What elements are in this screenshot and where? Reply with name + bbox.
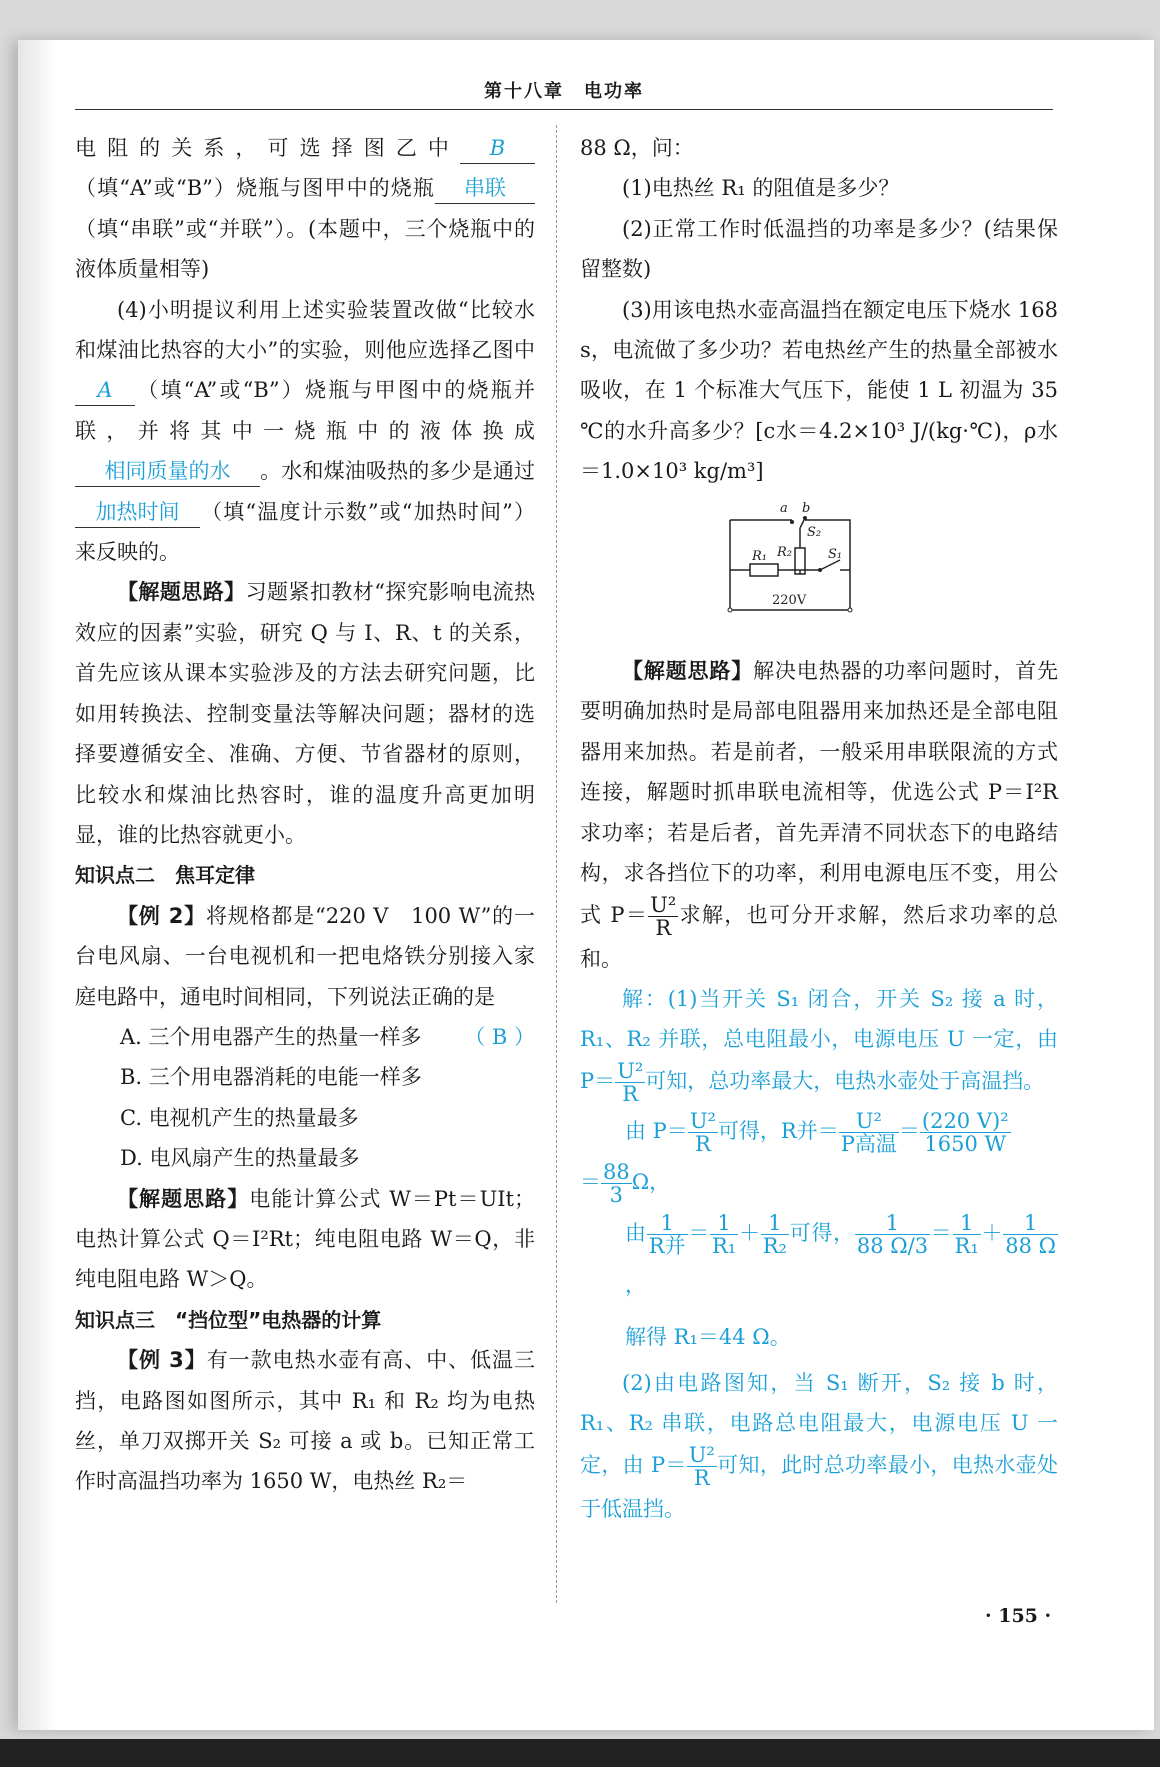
example-3: 【例 3】有一款电热水壶有高、中、低温三挡，电路图如图所示，其中 R₁ 和 R₂ 均为电热丝，单刀双掷开关 S₂ 可接 a 或 b。已知正常工作时高温挡功率为 1650 W，电热丝 R₂＝ [75, 1348, 535, 1494]
circuit-diagram [710, 498, 870, 628]
equation-2: ＝ $\frac{88}{3}$ Ω， [580, 1159, 671, 1207]
paragraph-q4: (4)小明提议利用上述实验装置改做“比较水和煤油比热容的大小”的实验，则他应选择乙图中A （填“A”或“B”）烧瓶与甲图中的烧瓶并联，并将其中一烧瓶中的液体换成相同质量的水 。水和煤油吸热的多少是通过加热时间 （填“温度计示数”或“加热时间”）来反映的。 [75, 297, 535, 565]
analysis-1: 【解题思路】习题紧扣教材“探究影响电流热效应的因素”实验，研究 Q 与 I、R、t 的关系，首先应该从课本实验涉及的方法去研究问题，比如用转换法、控制变量法等解决问题；器材的选择要遵循安全、准确、方便、节省器材的原则，比较水和煤油比热容时，谁的温度升高更加明显，谁的比热容就更小。 [75, 580, 535, 847]
answer-blank: A [75, 375, 135, 406]
fraction: $\frac{\text{U²}}{R}$ [617, 1058, 644, 1106]
option-d: D. 电风扇产生的热量最多 [120, 1146, 360, 1171]
solution-2: (2)由电路图知，当 S₁ 断开，S₂ 接 b 时，R₁、R₂ 串联，电路总电阻最大，电源电压 U 一定，由 P＝ $\frac{\text{U²}}{R}$ 可知，此时总功率最小，电热水壶处于低温挡。 [580, 1370, 1058, 1521]
section-heading-3: 知识点三 “挡位型”电热器的计算 [75, 1307, 382, 1332]
label-voltage: 220V [772, 592, 807, 608]
equation-4: 解得 R₁＝44 Ω。 [625, 1324, 791, 1349]
page-spine-shadow [18, 40, 58, 1730]
switch-s1-pivot [818, 568, 822, 572]
label-r2: R₂ [777, 544, 792, 560]
column-divider [556, 125, 557, 1603]
terminal-b [803, 516, 807, 520]
option-c: C. 电视机产生的热量最多 [120, 1105, 359, 1130]
answer-blank: B [460, 133, 535, 164]
left-column [75, 128, 535, 1502]
question-2: (2)正常工作时低温挡的功率是多少？(结果保留整数) [580, 216, 1058, 282]
example-2: 【例 2】将规格都是“220 V 100 W”的一台电风扇、一台电视机和一把电烙铁分别接入家庭电路中，通电时间相同，下列说法正确的是 （ B ） [75, 896, 535, 1017]
answer-blank: 串联 [435, 173, 535, 204]
option-a: A. 三个用电器产生的热量一样多 [120, 1024, 422, 1049]
right-column [580, 128, 1058, 1529]
label-s1: S₁ [828, 546, 843, 562]
option-b: B. 三个用电器消耗的电能一样多 [120, 1065, 422, 1090]
terminal-a [790, 520, 794, 524]
section-heading-2: 知识点二 焦耳定律 [75, 863, 255, 888]
bottom-bar [0, 1739, 1160, 1767]
analysis-3: 【解题思路】解决电热器的功率问题时，首先要明确加热时是局部电阻器用来加热还是全部电阻器用来加热。若是前者，一般采用串联限流的方式连接，解题时抓串联电流相等，优选公式 P＝I²R 求功率；若是后者，首先弄清不同状态下的电路结构，求各挡位下的功率，利用电源电压不变，用公式 P＝ $\frac{\text{U²}}{R}$ 求解，也可分开求解，然后求功率的总和。 [580, 659, 1059, 971]
label-b: b [802, 500, 811, 516]
question-1: (1)电热丝 R₁ 的阻值是多少？ [622, 176, 900, 201]
question-intro: 88 Ω，问： [580, 136, 694, 160]
answer-blank: 相同质量的水 [75, 456, 260, 487]
label-r1: R₁ [752, 548, 767, 564]
answer-choice: （ B ） [464, 1024, 535, 1049]
equation-1: 由 P＝ $\frac{\text{U²}}{R}$ 可得，R并＝ $\frac{\text{U²}}{\text{P高温}}$ ＝ $\frac{\text{(220 V)²}}{1650 W}$ [625, 1108, 1009, 1156]
label-s2: S₂ [807, 524, 822, 540]
page-number: · 155 · [985, 1605, 1052, 1627]
question-3: (3)用该电热水壶高温挡在额定电压下烧水 168 s，电流做了多少功？若电热丝产生的热量全部被水吸收，在 1 个标准大气压下，能使 1 L 初温为 35 ℃的水升高多少？[c水＝4.2×10³ J/(kg·℃)，ρ水＝1.0×10³ kg/m³] [580, 297, 1058, 484]
answer-blank: 加热时间 [75, 497, 200, 528]
analysis-2: 【解题思路】电能计算公式 W＝Pt＝UIt；电热计算公式 Q＝I²Rt；纯电阻电路 W＝Q，非纯电阻电路 W＞Q。 [75, 1186, 536, 1292]
fraction: $\frac{\text{U²}}{R}$ [688, 1442, 715, 1490]
label-a: a [780, 500, 788, 516]
chapter-header: 第十八章 电功率 [75, 75, 1053, 110]
paragraph-q3-end: 电阻的关系，可选择图乙中 B（填“A”或“B”）烧瓶与图甲中的烧瓶 串联（填“串联”或“并联”）。(本题中，三个烧瓶中的液体质量相等) [75, 128, 535, 290]
fraction: $\frac{\text{U²}}{R}$ [650, 892, 677, 940]
solution-1: 解：(1)当开关 S₁ 闭合，开关 S₂ 接 a 时，R₁、R₂ 并联，总电阻最小，电源电压 U 一定，由 P＝ $\frac{\text{U²}}{R}$ 可知，总功率最大，电热水壶处于高温挡。 [580, 987, 1058, 1106]
equation-3: 由 $\frac{1}{\text{R并}}$ ＝ $\frac{1}{\text{R₁}}$ ＋ $\frac{1}{\text{R₂}}$ 可得， $\frac{1}{88 \Omega/3}$ ＝ $\frac{1}{\text{R₁}}$ ＋ $\frac{1}{88 \Omega}$ ， [625, 1210, 1057, 1297]
